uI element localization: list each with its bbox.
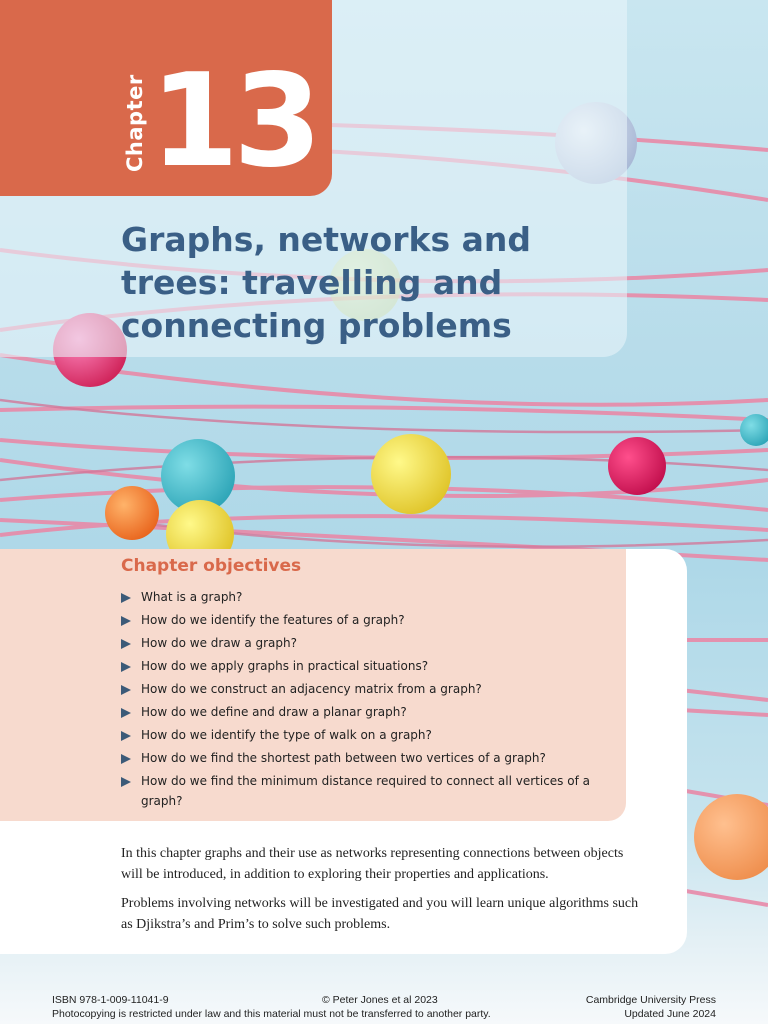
list-item <box>120 610 616 630</box>
chapter-label: Chapter <box>123 74 147 172</box>
intro-text <box>121 843 641 943</box>
objective-text: How do we find the shortest path between two vertices of a graph? <box>141 751 546 765</box>
triangle-bullet-icon <box>121 731 131 741</box>
list-item <box>120 633 616 653</box>
publisher-name: Cambridge University Press <box>585 994 716 1006</box>
objectives-list <box>120 587 616 814</box>
list-item <box>120 656 616 676</box>
isbn-text: ISBN 978-1-009-11041-9 <box>52 994 169 1006</box>
triangle-bullet-icon <box>121 754 131 764</box>
list-item <box>120 587 616 607</box>
triangle-bullet-icon <box>121 616 131 626</box>
objective-text: How do we find the minimum distance required to connect all vertices of a graph? <box>141 774 590 808</box>
objective-text: How do we define and draw a planar graph? <box>141 705 407 719</box>
chapter-title-line: trees: travelling and <box>121 263 503 302</box>
objective-text: How do we draw a graph? <box>141 636 297 650</box>
objective-text: How do we identify the features of a graph? <box>141 613 405 627</box>
objective-text: What is a graph? <box>141 590 243 604</box>
chapter-title <box>121 218 601 347</box>
copyright-text: © Peter Jones et al 2023 <box>322 994 438 1006</box>
objective-text: How do we identify the type of walk on a graph? <box>141 728 432 742</box>
objective-text: How do we apply graphs in practical situations? <box>141 659 429 673</box>
list-item <box>120 748 616 768</box>
list-item <box>120 702 616 722</box>
triangle-bullet-icon <box>121 685 131 695</box>
list-item <box>120 679 616 699</box>
list-item <box>120 771 616 811</box>
triangle-bullet-icon <box>121 662 131 672</box>
intro-paragraph: In this chapter graphs and their use as networks representing connections between objects will be introduced, in addition to exploring their properties and applications. <box>121 846 624 882</box>
list-item <box>120 725 616 745</box>
page-footer <box>0 990 768 1024</box>
triangle-bullet-icon <box>121 708 131 718</box>
chapter-number: 13 <box>150 47 317 196</box>
triangle-bullet-icon <box>121 777 131 787</box>
triangle-bullet-icon <box>121 639 131 649</box>
chapter-title-line: Graphs, networks and <box>121 220 531 259</box>
objectives-heading: Chapter objectives <box>121 556 302 576</box>
triangle-bullet-icon <box>121 593 131 603</box>
photocopy-notice: Photocopying is restricted under law and this material must not be transferred to another party. <box>52 1008 491 1020</box>
intro-paragraph: Problems involving networks will be investigated and you will learn unique algorithms such as Djikstra’s and Prim’s to solve such problems. <box>121 896 639 932</box>
updated-date: Updated June 2024 <box>624 1008 716 1020</box>
chapter-title-line: connecting problems <box>121 306 512 345</box>
objective-text: How do we construct an adjacency matrix from a graph? <box>141 682 482 696</box>
